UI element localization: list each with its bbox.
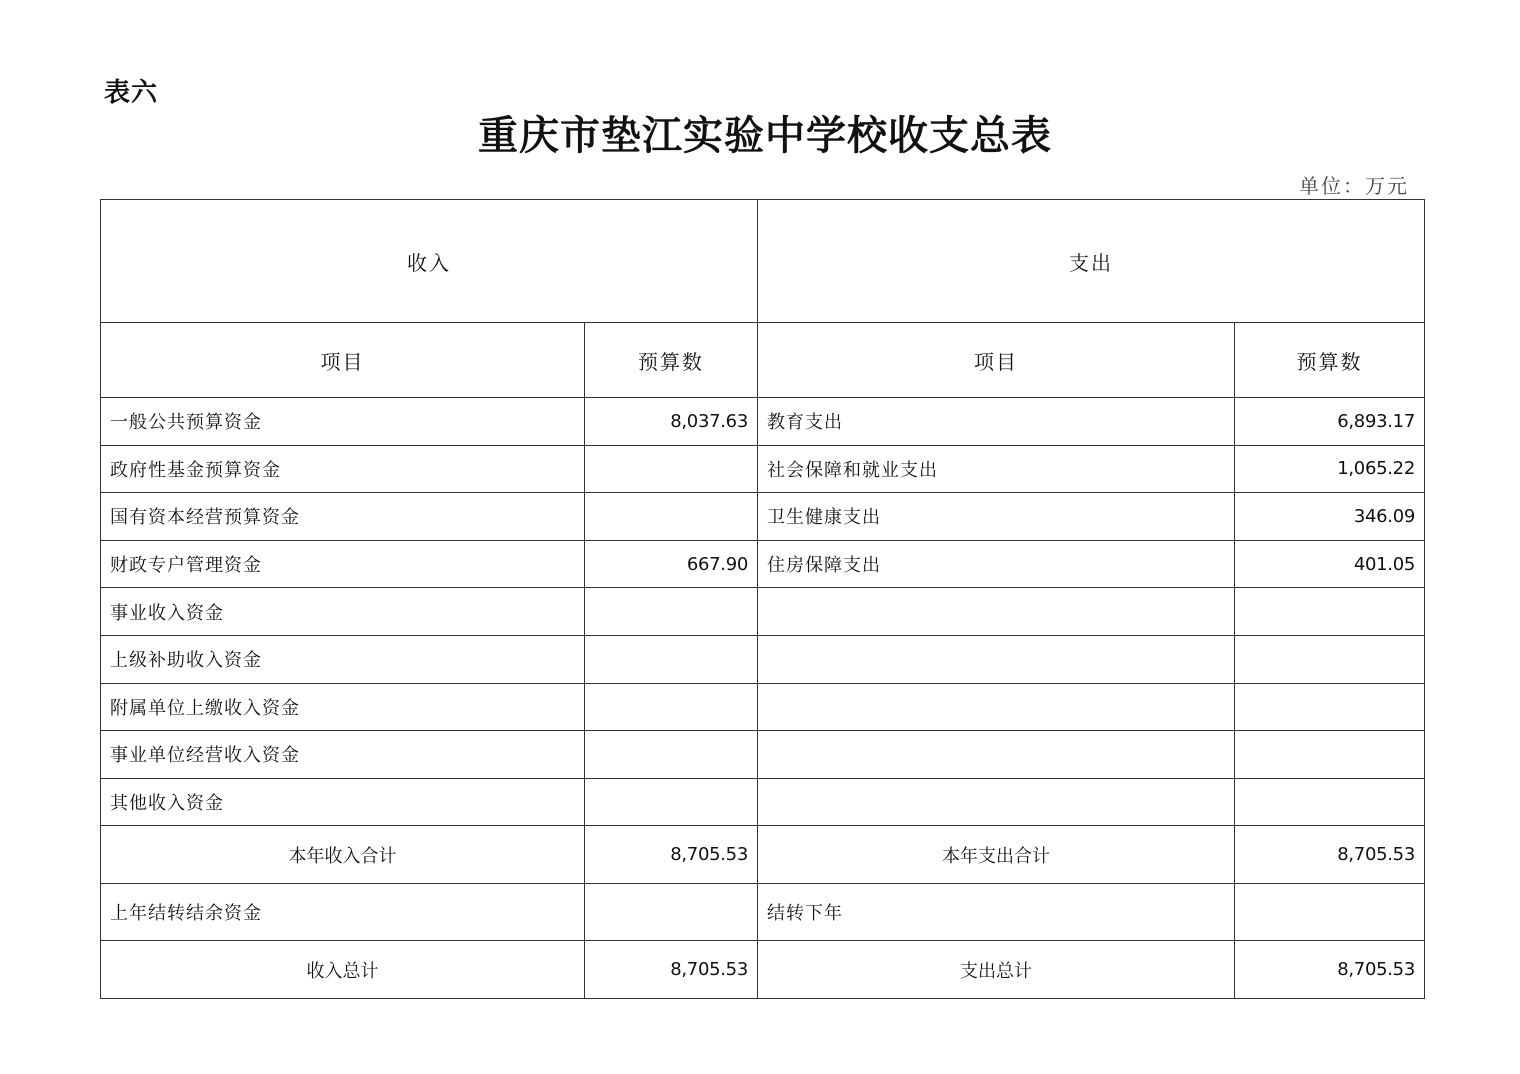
expense-item: 社会保障和就业支出 — [758, 445, 1235, 493]
table-row — [101, 683, 1425, 731]
income-budget-header: 预算数 — [585, 323, 758, 398]
income-subtotal-label: 本年收入合计 — [101, 826, 585, 884]
income-item: 其他收入资金 — [101, 778, 585, 826]
expense-value — [1235, 635, 1425, 683]
table-row — [101, 731, 1425, 779]
income-value — [585, 635, 758, 683]
table-row — [101, 445, 1425, 493]
carryover-row — [101, 883, 1425, 941]
table-row — [101, 588, 1425, 636]
expense-total-label: 支出总计 — [758, 941, 1235, 999]
income-total-value: 8,705.53 — [585, 941, 758, 999]
expense-value: 401.05 — [1235, 540, 1425, 588]
expense-carryover-value — [1235, 883, 1425, 941]
income-section-header: 收入 — [101, 200, 758, 323]
income-carryover-label: 上年结转结余资金 — [101, 883, 585, 941]
income-subtotal-value: 8,705.53 — [585, 826, 758, 884]
income-value — [585, 731, 758, 779]
income-item: 附属单位上缴收入资金 — [101, 683, 585, 731]
income-item: 财政专户管理资金 — [101, 540, 585, 588]
income-value — [585, 445, 758, 493]
income-value — [585, 778, 758, 826]
expense-item: 卫生健康支出 — [758, 493, 1235, 541]
expense-section-header: 支出 — [758, 200, 1425, 323]
income-item: 事业收入资金 — [101, 588, 585, 636]
expense-budget-header: 预算数 — [1235, 323, 1425, 398]
subtotal-row — [101, 826, 1425, 884]
income-item-header: 项目 — [101, 323, 585, 398]
section-header-row — [101, 200, 1425, 323]
income-value — [585, 683, 758, 731]
income-carryover-value — [585, 883, 758, 941]
expense-item-header: 项目 — [758, 323, 1235, 398]
income-value: 8,037.63 — [585, 398, 758, 446]
expense-value: 346.09 — [1235, 493, 1425, 541]
column-header-row — [101, 323, 1425, 398]
expense-item — [758, 588, 1235, 636]
income-value — [585, 588, 758, 636]
income-item: 一般公共预算资金 — [101, 398, 585, 446]
expense-item — [758, 731, 1235, 779]
income-value — [585, 493, 758, 541]
table-label: 表六 — [104, 78, 159, 108]
expense-carryover-label: 结转下年 — [758, 883, 1235, 941]
expense-value — [1235, 683, 1425, 731]
expense-item — [758, 635, 1235, 683]
income-item: 上级补助收入资金 — [101, 635, 585, 683]
table-row — [101, 540, 1425, 588]
expense-value — [1235, 588, 1425, 636]
expense-value: 6,893.17 — [1235, 398, 1425, 446]
table-row — [101, 778, 1425, 826]
total-row — [101, 941, 1425, 999]
expense-item — [758, 683, 1235, 731]
table-row — [101, 398, 1425, 446]
unit-note: 单位：万元 — [1299, 174, 1409, 198]
expense-value — [1235, 731, 1425, 779]
table-row — [101, 493, 1425, 541]
income-value: 667.90 — [585, 540, 758, 588]
expense-value: 1,065.22 — [1235, 445, 1425, 493]
expense-total-value: 8,705.53 — [1235, 941, 1425, 999]
expense-subtotal-value: 8,705.53 — [1235, 826, 1425, 884]
income-item: 事业单位经营收入资金 — [101, 731, 585, 779]
expense-item — [758, 778, 1235, 826]
table-row — [101, 635, 1425, 683]
income-total-label: 收入总计 — [101, 941, 585, 999]
expense-item: 教育支出 — [758, 398, 1235, 446]
budget-summary-table — [100, 199, 1425, 999]
expense-subtotal-label: 本年支出合计 — [758, 826, 1235, 884]
page-title: 重庆市垫江实验中学校收支总表 — [478, 112, 1052, 159]
expense-item: 住房保障支出 — [758, 540, 1235, 588]
income-item: 政府性基金预算资金 — [101, 445, 585, 493]
income-item: 国有资本经营预算资金 — [101, 493, 585, 541]
expense-value — [1235, 778, 1425, 826]
